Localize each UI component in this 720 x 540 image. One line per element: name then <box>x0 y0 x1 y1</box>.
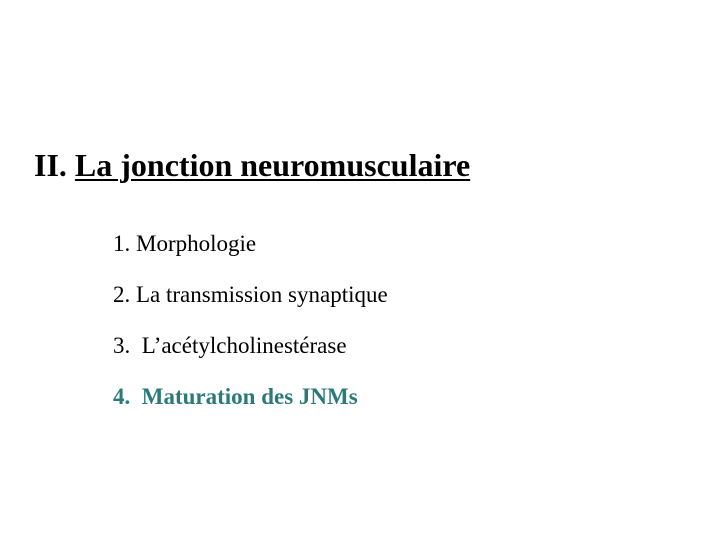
section-heading <box>34 143 470 187</box>
outline-item-maturation-current: 4. Maturation des JNMs <box>113 384 358 409</box>
section-number: II. <box>34 147 67 183</box>
outline-item-morphologie: 1. Morphologie <box>113 231 257 256</box>
outline-item-acetylcholinesterase: 3. L’acétylcholinestérase <box>113 333 347 358</box>
outline-item-transmission: 2. La transmission synaptique <box>113 282 388 307</box>
section-title: La jonction neuromusculaire <box>74 147 471 183</box>
outline-list <box>113 227 388 431</box>
